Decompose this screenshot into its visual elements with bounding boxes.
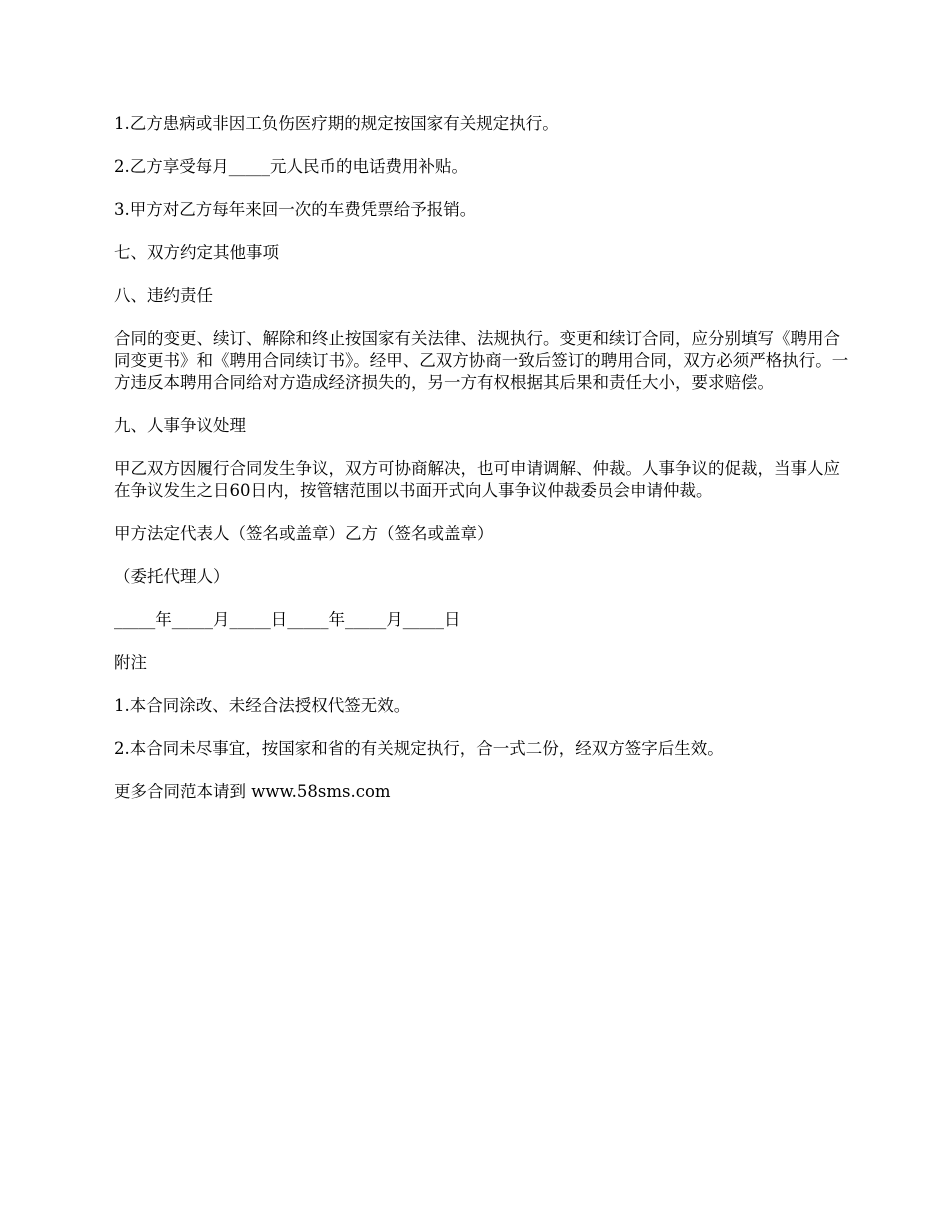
section-heading-breach-liability: 八、违约责任 bbox=[114, 286, 213, 305]
note-item-2: 2.本合同未尽事宜，按国家和省的有关规定执行，合一式二份，经双方签字后生效。 bbox=[114, 739, 724, 758]
paragraph-contract-changes: 合同的变更、续订、解除和终止按国家有关法律、法规执行。变更和续订合同，应分别填写《聘用合同变更书》和《聘用合同续订书》。经甲、乙双方协商一致后签订的聘用合同，双方必须严格执行。一方违反本聘用合同给对方造成经济损失的，另一方有权根据其后果和责任大小，要求赔偿。 bbox=[114, 329, 849, 392]
clause-phone-subsidy: 2.乙方享受每月_____元人民币的电话费用补贴。 bbox=[114, 157, 468, 176]
more-templates-link-text: 更多合同范本请到 www.58sms.com bbox=[114, 782, 391, 801]
paragraph-dispute-resolution: 甲乙双方因履行合同发生争议，双方可协商解决，也可申请调解、仲裁。人事争议的促裁，当事人应在争议发生之日60日内，按管辖范围以书面开式向人事争议仲裁委员会申请仲裁。 bbox=[114, 459, 840, 500]
clause-medical-period: 1.乙方患病或非因工负伤医疗期的规定按国家有关规定执行。 bbox=[114, 114, 559, 133]
signature-line: 甲方法定代表人（签名或盖章）乙方（签名或盖章） bbox=[114, 524, 494, 543]
clause-travel-reimbursement: 3.甲方对乙方每年来回一次的车费凭票给予报销。 bbox=[114, 200, 477, 219]
document-page bbox=[114, 113, 854, 824]
agent-line: （委托代理人） bbox=[114, 567, 230, 586]
date-line: _____年_____月_____日_____年_____月_____日 bbox=[114, 610, 461, 629]
section-heading-other-matters: 七、双方约定其他事项 bbox=[114, 243, 279, 262]
notes-heading: 附注 bbox=[114, 653, 147, 672]
section-heading-dispute-handling: 九、人事争议处理 bbox=[114, 416, 246, 435]
note-item-1: 1.本合同涂改、未经合法授权代签无效。 bbox=[114, 696, 411, 715]
